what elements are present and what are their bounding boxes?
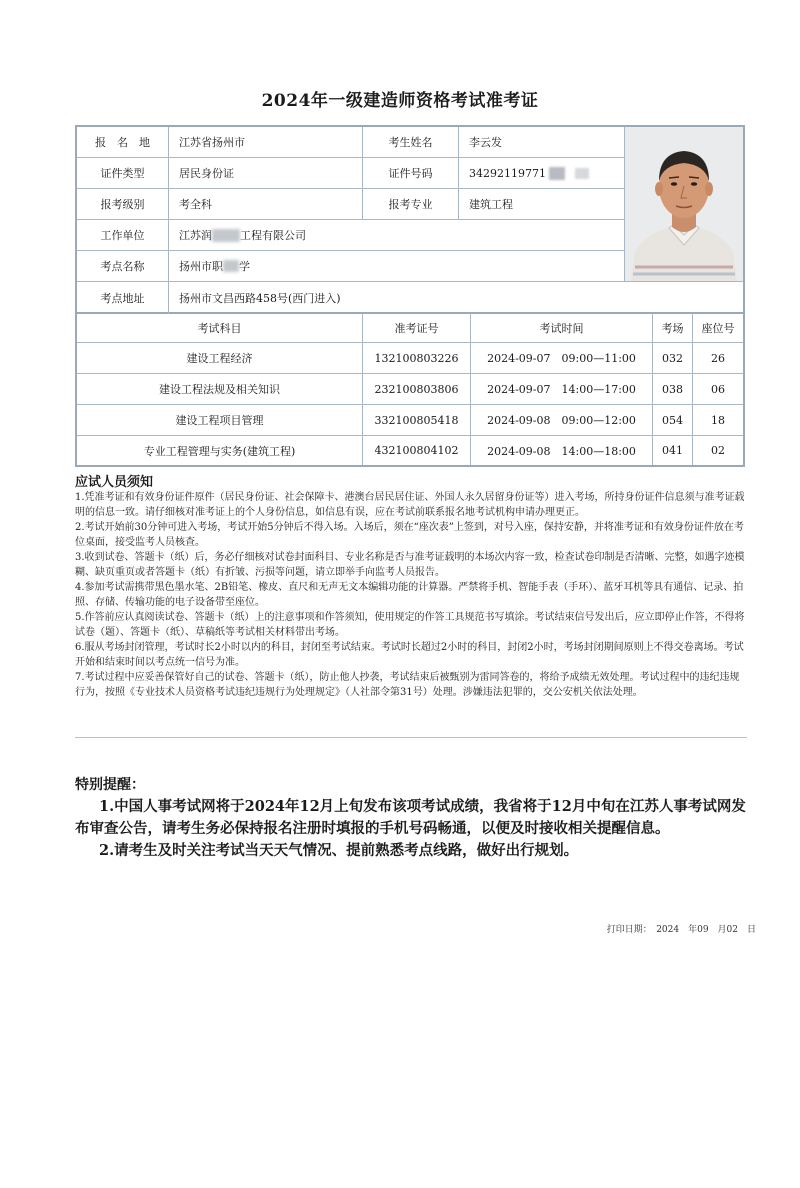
value-id-number xyxy=(459,158,625,189)
exam-row-ticket: 332100805418 xyxy=(363,405,471,436)
exam-row-subject: 专业工程管理与实务(建筑工程) xyxy=(77,436,363,465)
label-id-type: 证件类型 xyxy=(77,158,169,189)
test-site-redaction xyxy=(223,260,239,272)
id-number-redaction xyxy=(549,167,565,180)
exam-row-time: 2024-09-07 14:00—17:00 xyxy=(471,374,653,405)
candidate-photo xyxy=(625,127,743,282)
value-candidate-name: 李云发 xyxy=(459,127,625,158)
value-major: 建筑工程 xyxy=(459,189,625,220)
candidate-info-table xyxy=(75,125,745,314)
id-number-redaction xyxy=(575,168,589,179)
exam-row-room: 032 xyxy=(653,343,693,374)
label-id-number: 证件号码 xyxy=(363,158,459,189)
special-reminder-list xyxy=(75,796,755,862)
employer-text-head: 江苏润 xyxy=(179,229,212,242)
label-employer: 工作单位 xyxy=(77,220,169,251)
id-number-text: 34292119771 xyxy=(469,166,546,180)
portrait-illustration xyxy=(625,127,743,282)
special-reminder-item: 2.请考生及时关注考试当天天气情况、提前熟悉考点线路，做好出行规划。 xyxy=(99,842,579,859)
document-title: 2024年一级建造师资格考试准考证 xyxy=(261,91,539,111)
notice-heading: 应试人员须知 xyxy=(75,475,154,490)
value-employer xyxy=(169,220,625,251)
exam-row-time: 2024-09-08 09:00—12:00 xyxy=(471,405,653,436)
test-site-text-tail: 学 xyxy=(239,260,250,273)
exam-row-ticket: 132100803226 xyxy=(363,343,471,374)
label-candidate-name: 考生姓名 xyxy=(363,127,459,158)
special-reminder-item: 1.中国人事考试网将于2024年12月上旬发布该项考试成绩，我省将于12月中旬在江苏人事考试网发布审查公告，请考生务必保持报名注册时填报的手机号码畅通，以便及时接收相关提醒信息。 xyxy=(75,798,746,837)
exam-schedule-table xyxy=(75,313,745,467)
exam-row-room: 054 xyxy=(653,405,693,436)
exam-row-ticket: 232100803806 xyxy=(363,374,471,405)
section-divider xyxy=(75,737,747,738)
label-registration-place: 报 名 地 xyxy=(77,127,169,158)
print-date: 打印日期： 2024 年09 月02 日 xyxy=(606,925,756,935)
header-room: 考场 xyxy=(653,313,693,343)
notice-item: 5.作答前应认真阅读试卷、答题卡（纸）上的注意事项和作答须知，使用规定的作答工具规范书写填涂。考试结束信号发出后，应立即停止作答，不得将试卷（题）、答题卡（纸）、草稿纸等考试相关材料带出考场。 xyxy=(75,612,745,638)
notice-item: 2.考试开始前30分钟可进入考场，考试开始5分钟后不得入场。入场后，须在“座次表”上签到，对号入座，保持安静，并将准考证和有效身份证件放在考位桌面，接受监考人员核查。 xyxy=(75,522,744,548)
value-test-site xyxy=(169,251,625,282)
exam-row-subject: 建设工程法规及相关知识 xyxy=(77,374,363,405)
exam-row-room: 041 xyxy=(653,436,693,465)
label-test-site: 考点名称 xyxy=(77,251,169,282)
notice-item: 6.服从考场封闭管理，考试时长2小时以内的科目，封闭至考试结束。考试时长超过2小时的科目，封闭2小时，考场封闭期间原则上不得交卷离场。考试开始和结束时间以考点统一信号为准。 xyxy=(75,642,744,668)
employer-text-tail: 工程有限公司 xyxy=(240,229,306,242)
header-ticket-number: 准考证号 xyxy=(363,313,471,343)
header-subject: 考试科目 xyxy=(77,313,363,343)
notice-item: 1.凭准考证和有效身份证件原件（居民身份证、社会保障卡、港澳台居民居住证、外国人永久居留身份证等）进入考场，所持身份证件信息须与准考证载明的信息一致。请仔细核对准考证上的个人身份信息，如信息有误，应在考试前联系报名地考试机构申请办理更正。 xyxy=(75,492,745,518)
exam-row-seat: 18 xyxy=(693,405,743,436)
exam-row-subject: 建设工程项目管理 xyxy=(77,405,363,436)
notice-item: 4.参加考试需携带黑色墨水笔、2B铅笔、橡皮、直尺和无声无文本编辑功能的计算器。严禁将手机、智能手表（手环）、蓝牙耳机等具有通信、记录、拍照、存储、传输功能的电子设备带至座位。 xyxy=(75,582,744,608)
header-seat: 座位号 xyxy=(693,313,743,343)
value-test-address: 扬州市文昌西路458号(西门进入) xyxy=(179,292,341,305)
value-exam-level: 考全科 xyxy=(169,189,363,220)
exam-row-time: 2024-09-07 09:00—11:00 xyxy=(471,343,653,374)
header-exam-time: 考试时间 xyxy=(471,313,653,343)
exam-row-seat: 06 xyxy=(693,374,743,405)
label-major: 报考专业 xyxy=(363,189,459,220)
notice-item: 3.收到试卷、答题卡（纸）后，务必仔细核对试卷封面科目、专业名称是否与准考证载明的本场次内容一致，检查试卷印制是否清晰、完整，如遇字迹模糊、缺页重页或者答题卡（纸）有折皱、污损等问题，请立即举手向监考人员报告。 xyxy=(75,552,745,578)
exam-row-room: 038 xyxy=(653,374,693,405)
exam-row-subject: 建设工程经济 xyxy=(77,343,363,374)
special-reminder-heading: 特别提醒： xyxy=(75,777,145,793)
exam-row-seat: 02 xyxy=(711,444,725,457)
exam-row-ticket: 432100804102 xyxy=(363,436,471,465)
value-id-type: 居民身份证 xyxy=(169,158,363,189)
test-site-text-head: 扬州市职 xyxy=(179,260,223,273)
employer-redaction xyxy=(212,229,240,242)
label-test-address: 考点地址 xyxy=(77,282,169,314)
notice-item: 7.考试过程中应妥善保管好自己的试卷、答题卡（纸），防止他人抄袭，考试结束后被甄别为雷同答卷的，将给予成绩无效处理。考试过程中的违纪违规行为，按照《专业技术人员资格考试违纪违规行为处理规定》（人社部令第31号）处理。涉嫌违法犯罪的，交公安机关依法处理。 xyxy=(75,672,740,698)
label-exam-level: 报考级别 xyxy=(77,189,169,220)
notice-list xyxy=(75,490,747,700)
value-registration-place: 江苏省扬州市 xyxy=(169,127,363,158)
exam-row-seat: 26 xyxy=(693,343,743,374)
exam-row-time: 2024-09-08 14:00—18:00 xyxy=(471,436,653,465)
